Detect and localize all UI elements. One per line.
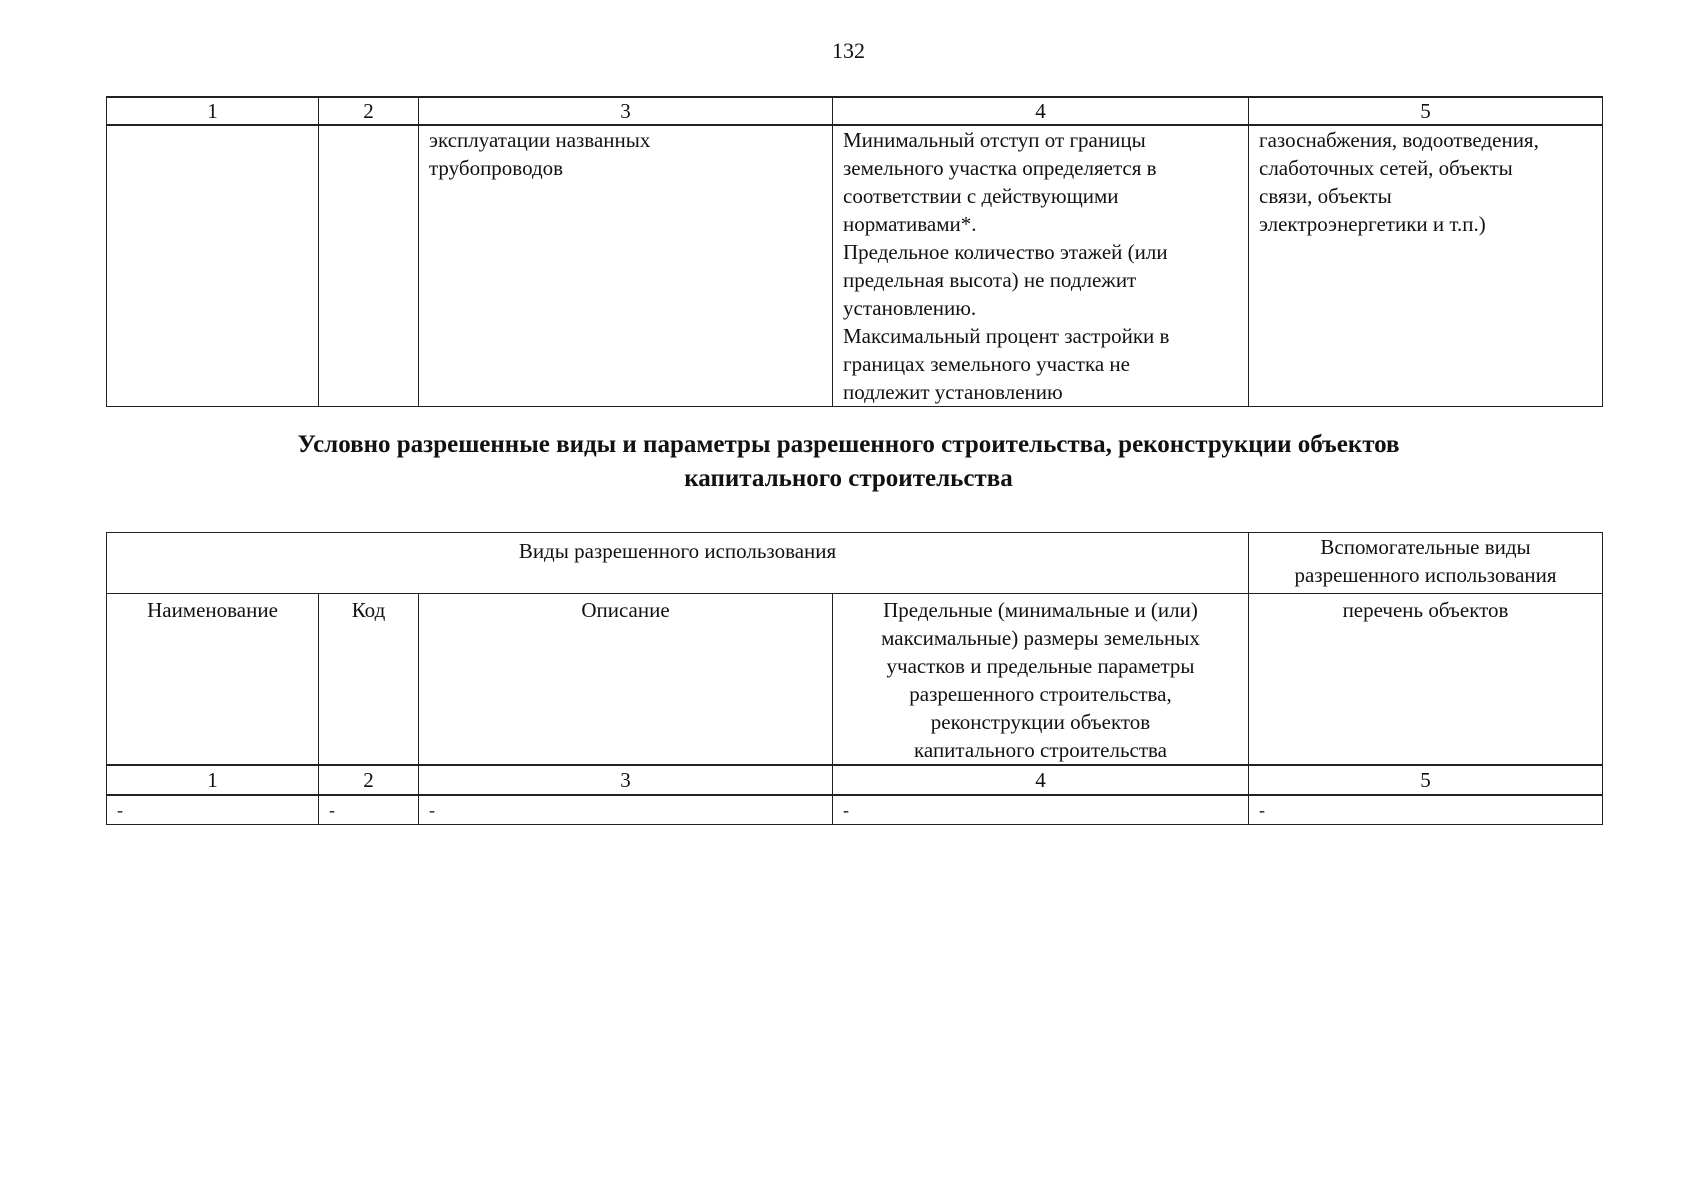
column-number: 5 <box>1249 97 1603 125</box>
column-number-row <box>107 765 1603 795</box>
empty-value-cell: - <box>319 795 419 825</box>
empty-value-cell: - <box>107 795 319 825</box>
auxiliary-uses-group-header <box>1249 533 1603 594</box>
empty-value-cell: - <box>833 795 1249 825</box>
text-line: Предельное количество этажей (или <box>843 240 1168 264</box>
name-cell <box>107 125 319 407</box>
column-number: 4 <box>833 765 1249 795</box>
column-number: 5 <box>1249 765 1603 795</box>
header-line: реконструкции объектов <box>930 710 1151 734</box>
permitted-uses-group-header: Виды разрешенного использования <box>107 533 1249 594</box>
limits-cell <box>833 125 1249 407</box>
section-heading <box>200 428 1497 496</box>
header-line: максимальные) размеры земельных <box>881 626 1200 650</box>
column-number: 1 <box>107 765 319 795</box>
text-line: земельного участка определяется в <box>843 156 1157 180</box>
text-line: слаботочных сетей, объекты <box>1259 156 1513 180</box>
column-number: 2 <box>319 765 419 795</box>
text-line: границах земельного участка не <box>843 352 1130 376</box>
objects-column-header: перечень объектов <box>1249 594 1603 766</box>
text-line: Максимальный процент застройки в <box>843 324 1170 348</box>
header-line: Вспомогательные виды <box>1320 535 1531 559</box>
section-heading-line: капитального строительства <box>684 465 1013 492</box>
text-line: нормативами*. <box>843 212 977 236</box>
section-heading-line: Условно разрешенные виды и параметры разрешенного строительства, реконструкции объектов <box>297 431 1400 458</box>
group-header-row <box>107 533 1603 594</box>
name-column-header: Наименование <box>107 594 319 766</box>
text-line: электроэнергетики и т.п.) <box>1259 212 1486 236</box>
continued-regulations-table <box>106 96 1603 407</box>
empty-value-cell: - <box>1249 795 1603 825</box>
column-number-row <box>107 97 1603 125</box>
code-cell <box>319 125 419 407</box>
description-column-header: Описание <box>419 594 833 766</box>
column-number: 1 <box>107 97 319 125</box>
text-line: Минимальный отступ от границы <box>843 128 1146 152</box>
text-line: подлежит установлению <box>843 380 1063 404</box>
column-number: 2 <box>319 97 419 125</box>
column-header-row <box>107 594 1603 766</box>
header-line: капитального строительства <box>914 738 1167 762</box>
header-line: Предельные (минимальные и (или) <box>883 598 1198 622</box>
text-line: установлению. <box>843 296 977 320</box>
header-line: разрешенного использования <box>1294 563 1557 587</box>
header-line: разрешенного строительства, <box>909 682 1172 706</box>
column-number: 3 <box>419 97 833 125</box>
text-line: связи, объекты <box>1259 184 1392 208</box>
text-line: трубопроводов <box>429 156 564 180</box>
text-line: предельная высота) не подлежит <box>843 268 1137 292</box>
empty-value-cell: - <box>419 795 833 825</box>
column-number: 3 <box>419 765 833 795</box>
limits-column-header <box>833 594 1249 766</box>
text-line: газоснабжения, водоотведения, <box>1259 128 1539 152</box>
column-number: 4 <box>833 97 1249 125</box>
text-line: эксплуатации названных <box>429 128 651 152</box>
auxiliary-cell <box>1249 125 1603 407</box>
code-column-header: Код <box>319 594 419 766</box>
table-row <box>107 125 1603 407</box>
text-line: соответствии с действующими <box>843 184 1119 208</box>
header-line: участков и предельные параметры <box>886 654 1195 678</box>
table-row <box>107 795 1603 825</box>
conditional-uses-table <box>106 532 1603 825</box>
description-cell <box>419 125 833 407</box>
page-number: 132 <box>832 38 865 63</box>
